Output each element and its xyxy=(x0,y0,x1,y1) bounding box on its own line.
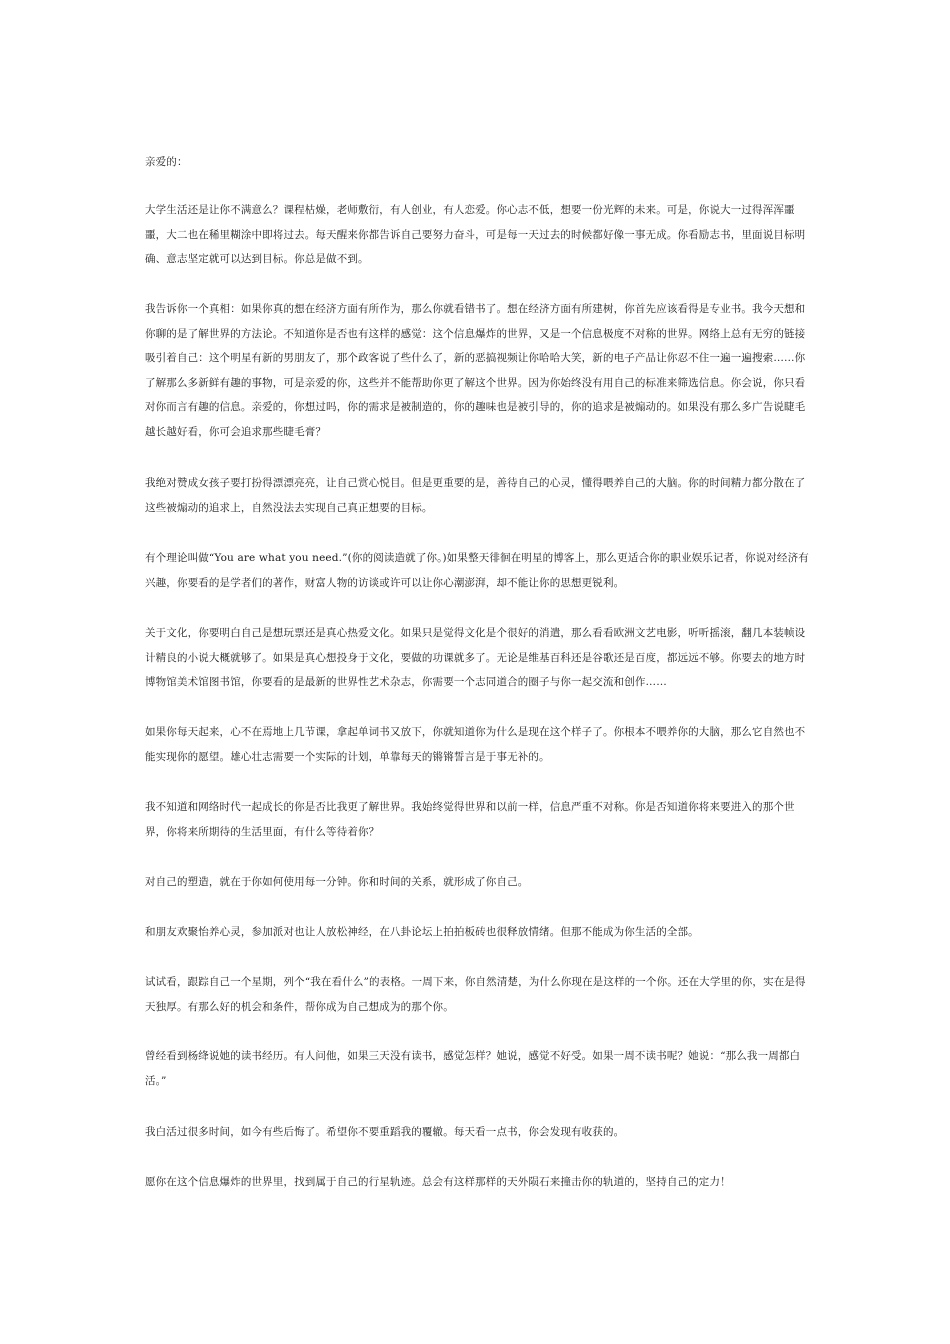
paragraph-3: 我绝对赞成女孩子要打扮得漂漂亮亮，让自己赏心悦目。但是更重要的是，善待自己的心灵，懂得喂养自己的大脑。你的时间精力都分散在了这些被煽动的追求上，自然没法去实现自己真正想要的目标。 xyxy=(145,477,806,514)
paragraph-5: 关于文化，你要明白自己是想玩票还是真心热爱文化。如果只是觉得文化是个很好的消遣，那么看看欧洲文艺电影，听听摇滚，翻几本装帧设计精良的小说大概就够了。如果是真心想投身于文化，要做的功课就多了。无论是维基百科还是谷歌还是百度，都远远不够。你要去的地方时博物馆美术馆图书馆，你要看的是最新的世界性艺术杂志，你需要一个志同道合的圈子与你一起交流和创作…… xyxy=(145,627,806,688)
paragraph-8: 对自己的塑造，就在于你如何使用每一分钟。你和时间的关系，就形成了你自己。 xyxy=(145,876,529,888)
paragraph-10: 试试看，跟踪自己一个星期，列个“我在看什么”的表格。一周下来，你自然清楚，为什么你现在是这样的一个你。还在大学里的你，实在是得天独厚。有那么好的机会和条件，帮你成为自己想成为的那个你。 xyxy=(145,976,806,1013)
paragraph-13: 愿你在这个信息爆炸的世界里，找到属于自己的行星轨迹。总会有这样那样的天外陨石来撞击你的轨道的，坚持自己的定力！ xyxy=(145,1176,731,1188)
paragraph-11: 曾经看到杨绛说她的读书经历。有人问他，如果三天没有读书，感觉怎样？她说，感觉不好受。如果一周不读书呢？她说：“那么我一周都白活。” xyxy=(145,1050,801,1087)
salutation: 亲爱的： xyxy=(145,156,188,168)
paragraph-9: 和朋友欢聚怡养心灵，参加派对也让人放松神经，在八卦论坛上拍拍板砖也很释放情绪。但那不能成为你生活的全部。 xyxy=(145,926,699,938)
paragraph-1: 大学生活还是让你不满意么？课程枯燥，老师敷衍，有人创业，有人恋爱。你心志不低，想要一份光辉的未来。可是，你说大一过得浑浑噩噩，大二也在稀里糊涂中即将过去。每天醒来你都告诉自己要努力奋斗，可是每一天过去的时候都好像一事无成。你看励志书，里面说目标明确、意志坚定就可以达到目标。你总是做不到。 xyxy=(145,204,806,265)
paragraph-2: 我告诉你一个真相：如果你真的想在经济方面有所作为，那么你就看错书了。想在经济方面有所建树，你首先应该看得是专业书。我今天想和你聊的是了解世界的方法论。不知道你是否也有这样的感觉：这个信息爆炸的世界，又是一个信息极度不对称的世界。网络上总有无穷的链接吸引着自己：这个明星有新的男朋友了，那个政客说了些什么了，新的恶搞视频让你哈哈大笑，新的电子产品让你忍不住一遍一遍搜索……你了解那么多新鲜有趣的事物，可是亲爱的你，这些并不能帮助你更了解这个世界。因为你始终没有用自己的标准来筛选信息。你会说，你只看对你而言有趣的信息。亲爱的，你想过吗，你的需求是被制造的，你的趣味也是被引导的，你的追求是被煽动的。如果没有那么多广告说睫毛越长越好看，你可会追求那些睫毛膏？ xyxy=(145,303,806,438)
paragraph-4: 有个理论叫做“You are what you need.”(你的阅读造就了你。)如果整天徘徊在明星的博客上，那么更适合你的职业娱乐记者，你说对经济有兴趣，你要看的是学者们的著作，财富人物的访谈或许可以让你心潮澎湃，却不能让你的思想更锐利。 xyxy=(145,552,809,589)
paragraph-7: 我不知道和网络时代一起成长的你是否比我更了解世界。我始终觉得世界和以前一样，信息严重不对称。你是否知道你将来要进入的那个世界，你将来所期待的生活里面，有什么等待着你？ xyxy=(145,801,795,838)
paragraph-12: 我白活过很多时间，如今有些后悔了。希望你不要重蹈我的覆辙。每天看一点书，你会发现有收获的。 xyxy=(145,1126,625,1138)
paragraph-6: 如果你每天起来，心不在焉地上几节课，拿起单词书又放下，你就知道你为什么是现在这个样子了。你根本不喂养你的大脑，那么它自然也不能实现你的愿望。雄心壮志需要一个实际的计划，单靠每天的锵锵誓言是于事无补的。 xyxy=(145,726,806,763)
